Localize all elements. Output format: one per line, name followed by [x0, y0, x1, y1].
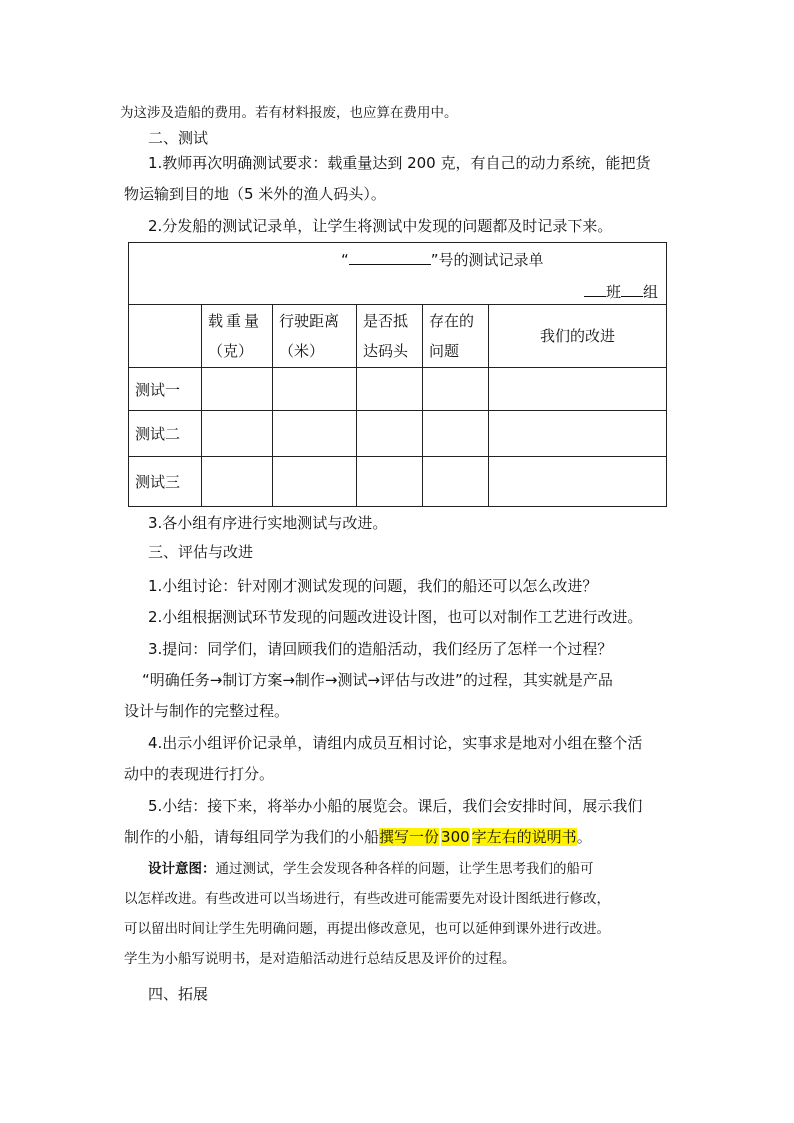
line-cost-note: 为这涉及造船的费用。若有材料报废，也应算在费用中。 [120, 105, 458, 121]
header-empty [129, 305, 202, 368]
section-eval-heading: 三、评估与改进 [148, 543, 254, 561]
row-label-test1: 测试一 [129, 368, 202, 411]
test-req-line1: 1.教师再次明确测试要求：载重量达到 200 克，有自己的动力系统，能把货 [148, 154, 651, 172]
header-improvement: 我们的改进 [489, 305, 667, 368]
eval-q4-line2: 动中的表现进行打分。 [124, 765, 275, 783]
design-intent-line1: 设计意图：通过测试，学生会发现各种各样的问题，让学生思考我们的船可 [148, 861, 594, 877]
process-line1: “明确任务→制订方案→制作→测试→评估与改进”的过程，其实就是产品 [142, 671, 613, 689]
test-req-line2: 物运输到目的地（5 米外的渔人码头）。 [124, 185, 386, 203]
section-extend-heading: 四、拓展 [148, 985, 209, 1003]
test-record-table [128, 242, 667, 507]
eval-q2: 2.小组根据测试环节发现的问题改进设计图，也可以对制作工艺进行改进。 [148, 608, 643, 626]
header-reached: 是否抵 达码头 [357, 305, 423, 368]
header-problem: 存在的 问题 [423, 305, 489, 368]
eval-q4-line1: 4.出示小组评价记录单，请组内成员互相讨论，实事求是地对小组在整个活 [148, 734, 643, 752]
design-intent-line4: 学生为小船写说明书，是对造船活动进行总结反思及评价的过程。 [124, 951, 516, 967]
dist-record-line: 2.分发船的测试记录单，让学生将测试中发现的问题都及时记录下来。 [148, 217, 613, 235]
table-title: “ ”号的测试记录单 [341, 251, 544, 269]
highlight-write: 撰写一份 [379, 828, 440, 846]
table-title-cell [129, 243, 667, 305]
design-intent-label: 设计意图： [148, 861, 216, 877]
eval-q5-line2: 制作的小船，请每组同学为我们的小船撰写一份 300 字左右的说明书。 [124, 828, 592, 846]
process-line2: 设计与制作的完整过程。 [124, 702, 290, 720]
eval-q3: 3.提问：同学们，请回顾我们的造船活动，我们经历了怎样一个过程？ [148, 640, 613, 658]
eval-q5-line1: 5.小结：接下来，将举办小船的展览会。课后，我们会安排时间，展示我们 [148, 797, 643, 815]
header-distance: 行驶距离 （米） [273, 305, 357, 368]
header-load: 载重量 （克） [202, 305, 273, 368]
design-intent-line2: 以怎样改进。有些改进可以当场进行，有些改进可能需要先对设计图纸进行修改， [124, 891, 610, 907]
highlight-300: 300 [441, 828, 470, 846]
highlight-manual: 字左右的说明书 [471, 828, 577, 846]
design-intent-line3: 可以留出时间让学生先明确问题，再提出修改意见，也可以延伸到课外进行改进。 [124, 921, 610, 937]
field-test-line: 3.各小组有序进行实地测试与改进。 [148, 514, 388, 532]
row-label-test2: 测试二 [129, 411, 202, 457]
eval-q1: 1.小组讨论：针对刚才测试发现的问题，我们的船还可以怎么改进？ [148, 577, 598, 595]
row-label-test3: 测试三 [129, 457, 202, 507]
section-test-heading: 二、测试 [148, 129, 209, 147]
ship-name-blank [349, 250, 431, 265]
class-group-label: 班 组 [584, 281, 658, 302]
